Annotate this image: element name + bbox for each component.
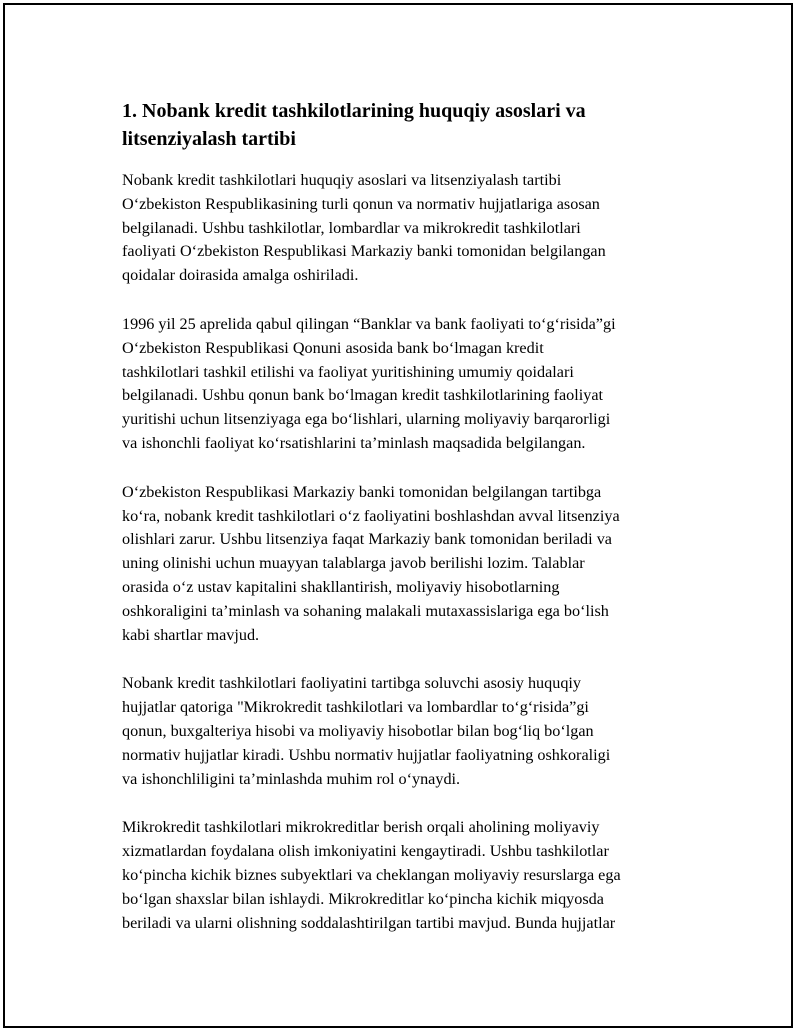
paragraph-line: Mikrokredit tashkilotlari mikrokreditlar berish orqali aholining moliyaviy xyxy=(122,818,600,837)
paragraph-line: O‘zbekiston Respublikasining turli qonun va normativ hujjatlariga asosan xyxy=(122,194,600,213)
paragraph-line: va ishonchliligini ta’minlashda muhim rol o‘ynaydi. xyxy=(122,769,461,788)
paragraph-line: beriladi va ularni olishning soddalashtirilgan tartibi mavjud. Bunda hujjatlar xyxy=(122,913,616,932)
paragraph-line: xizmatlardan foydalana olish imkoniyatini kengaytiradi. Ushbu tashkilotlar xyxy=(122,842,609,861)
paragraph-line: normativ hujjatlar kiradi. Ushbu normativ hujjatlar faoliyatning oshkoraligi xyxy=(122,745,611,764)
paragraph-2 xyxy=(122,313,692,456)
paragraph-line: tashkilotlari tashkil etilishi va faoliyat yuritishining umumiy qoidalari xyxy=(122,362,574,381)
heading-line-2: litsenziyalash tartibi xyxy=(122,128,296,150)
paragraph-1 xyxy=(122,169,692,288)
document-body xyxy=(122,97,692,960)
paragraph-line: bo‘lgan shaxslar bilan ishlaydi. Mikrokreditlar ko‘pincha kichik miqyosda xyxy=(122,889,604,908)
paragraph-line: ko‘ra, nobank kredit tashkilotlari o‘z faoliyatini boshlashdan avval litsenziya xyxy=(122,506,620,525)
paragraph-line: kabi shartlar mavjud. xyxy=(122,625,260,644)
paragraph-line: yuritishi uchun litsenziyaga ega bo‘lishlari, ularning moliyaviy barqarorligi xyxy=(122,410,611,429)
page-frame xyxy=(3,3,793,1028)
paragraph-line: oshkoraligini ta’minlash va sohaning malakali mutaxassislariga ega bo‘lish xyxy=(122,601,609,620)
paragraph-line: qonun, buxgalteriya hisobi va moliyaviy hisobotlar bilan bog‘liq bo‘lgan xyxy=(122,721,594,740)
paragraph-line: orasida o‘z ustav kapitalini shakllantirish, moliyaviy hisobotlarning xyxy=(122,577,560,596)
paragraph-line: qoidalar doirasida amalga oshiriladi. xyxy=(122,266,359,285)
paragraph-line: hujjatlar qatoriga "Mikrokredit tashkilotlari va lombardlar to‘g‘risida”gi xyxy=(122,698,589,717)
paragraph-line: 1996 yil 25 aprelida qabul qilingan “Banklar va bank faoliyati to‘g‘risida”gi xyxy=(122,314,616,333)
paragraph-line: belgilanadi. Ushbu qonun bank bo‘lmagan kredit tashkilotlarining faoliyat xyxy=(122,386,604,405)
paragraph-line: O‘zbekiston Respublikasi Qonuni asosida bank bo‘lmagan kredit xyxy=(122,338,544,357)
paragraph-3 xyxy=(122,481,692,648)
paragraph-line: Nobank kredit tashkilotlari faoliyatini tartibga soluvchi asosiy huquqiy xyxy=(122,674,582,693)
heading-line-1: 1. Nobank kredit tashkilotlarining huquqiy asoslari va xyxy=(122,100,586,122)
paragraph-line: uning olinishi uchun muayyan talablarga javob berilishi lozim. Talablar xyxy=(122,554,585,573)
paragraph-line: belgilanadi. Ushbu tashkilotlar, lombardlar va mikrokredit tashkilotlari xyxy=(122,218,581,237)
paragraph-line: ko‘pincha kichik biznes subyektlari va cheklangan moliyaviy resurslarga ega xyxy=(122,865,621,884)
paragraph-5 xyxy=(122,816,692,935)
paragraph-line: O‘zbekiston Respublikasi Markaziy banki tomonidan belgilangan tartibga xyxy=(122,482,602,501)
paragraph-line: va ishonchli faoliyat ko‘rsatishlarini ta’minlash maqsadida belgilangan. xyxy=(122,433,586,452)
paragraph-line: Nobank kredit tashkilotlari huquqiy asoslari va litsenziyalash tartibi xyxy=(122,171,562,189)
paragraph-4 xyxy=(122,672,692,791)
section-heading xyxy=(122,97,692,153)
paragraph-line: olishlari zarur. Ushbu litsenziya faqat Markaziy bank tomonidan beriladi va xyxy=(122,530,612,549)
paragraph-line: faoliyati O‘zbekiston Respublikasi Markaziy banki tomonidan belgilangan xyxy=(122,242,606,261)
